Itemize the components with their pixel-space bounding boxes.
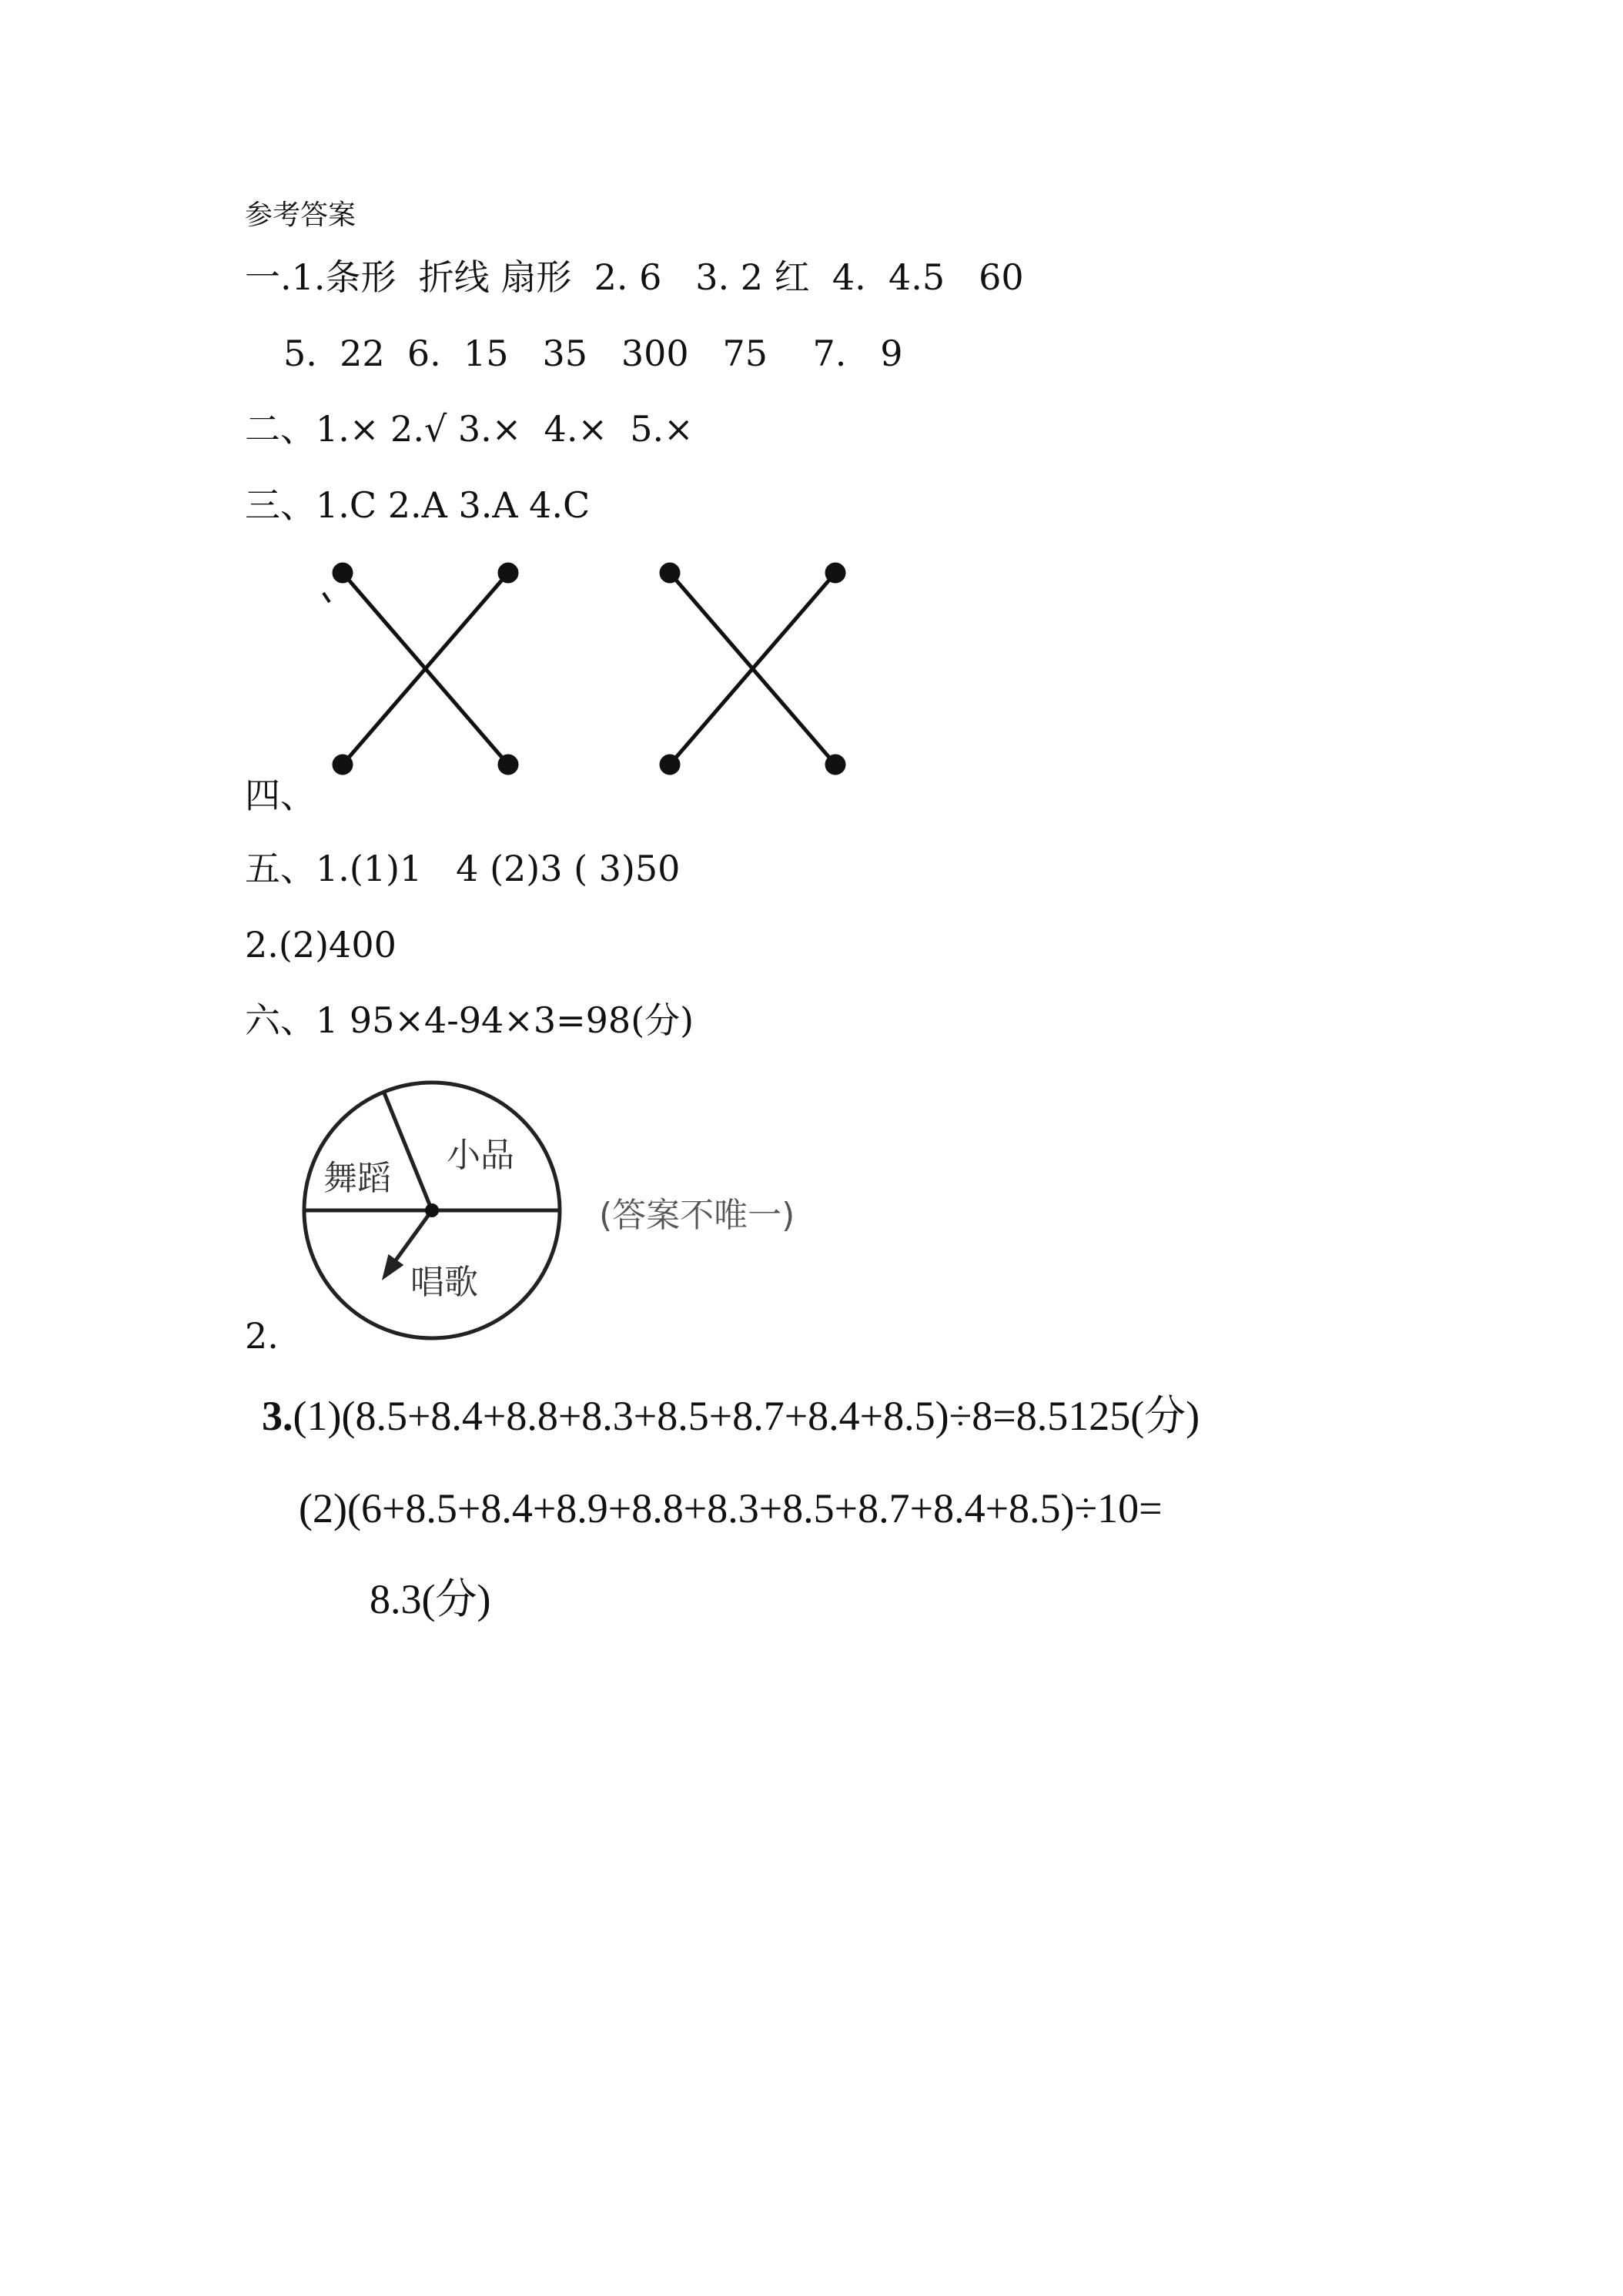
q3-part-1-text: (1)(8.5+8.4+8.8+8.3+8.5+8.7+8.4+8.5)÷8=8.5125(分) — [293, 1393, 1200, 1439]
section-5-line-2: 2.(2)400 — [245, 924, 397, 966]
section-3-answers: 三、1.C 2.A 3.A 4.C — [245, 484, 591, 526]
pie-sector-singing: 唱歌 — [410, 1263, 478, 1302]
pie-sector-dance: 舞蹈 — [323, 1159, 391, 1198]
pie-sector-skit: 小品 — [447, 1136, 514, 1175]
q3-part-2-result: 8.3(分) — [370, 1576, 491, 1622]
section-2-answers: 二、1.× 2.√ 3.× 4.× 5.× — [245, 408, 694, 450]
section-1-line-2: 5. 22 6. 15 35 300 75 7. 9 — [283, 333, 903, 374]
section-5-line-1: 五、1.(1)1 4 (2)3 ( 3)50 — [245, 848, 681, 889]
section-6-q2-label: 2. — [245, 1315, 279, 1357]
q3-number: 3. — [262, 1393, 293, 1439]
section-1-line-1: 一.1.条形 折线 扇形 2. 6 3. 2 红 4. 4.5 60 — [245, 256, 1024, 298]
page-heading: 参考答案 — [245, 199, 356, 231]
matching-cross-right — [661, 564, 844, 773]
section-6-line-1: 六、1 95×4-94×3=98(分) — [245, 999, 694, 1041]
q3-part-1 — [262, 1395, 1200, 1437]
section-4-label: 四、 — [245, 775, 316, 816]
matching-cross-left — [323, 564, 517, 773]
pie-note: (答案不唯一) — [599, 1196, 795, 1235]
q3-part-2: (2)(6+8.5+8.4+8.9+8.8+8.3+8.5+8.7+8.4+8.5)÷10= — [299, 1485, 1163, 1531]
